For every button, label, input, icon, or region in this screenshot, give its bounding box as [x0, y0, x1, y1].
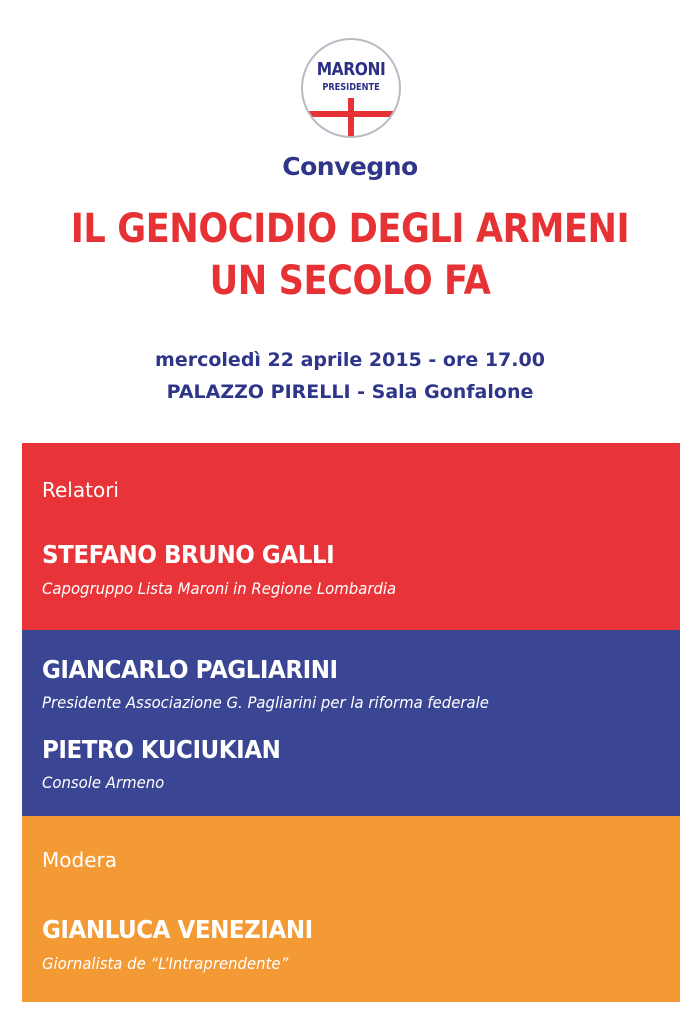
- moderator-label: Modera: [42, 848, 117, 872]
- event-date-time: mercoledì 22 aprile 2015 - ore 17.00: [155, 349, 545, 371]
- speaker-role: Presidente Associazione G. Pagliarini per la riforma federale: [42, 693, 489, 712]
- moderator-band-orange: [22, 816, 680, 1002]
- event-title: [42, 203, 658, 307]
- moderator-name: GIANLUCA VENEZIANI: [42, 915, 313, 944]
- event-title-line-1: IL GENOCIDIO DEGLI ARMENI: [70, 206, 630, 252]
- speakers-band-blue: [22, 630, 680, 816]
- event-venue: PALAZZO PIRELLI - Sala Gonfalone: [166, 381, 534, 403]
- speakers-band-red: [22, 443, 680, 630]
- speaker-name: GIANCARLO PAGLIARINI: [42, 655, 338, 684]
- logo-subtitle: PRESIDENTE: [322, 82, 380, 93]
- event-title-line-2: UN SECOLO FA: [209, 258, 491, 304]
- speaker-role: Capogruppo Lista Maroni in Regione Lombardia: [42, 579, 397, 598]
- event-details: [0, 344, 700, 408]
- speaker-name: PIETRO KUCIUKIAN: [42, 735, 281, 764]
- speaker-role: Console Armeno: [42, 773, 165, 792]
- maroni-presidente-logo: [301, 38, 401, 138]
- logo-name: MARONI: [316, 59, 386, 80]
- speaker-name: STEFANO BRUNO GALLI: [42, 540, 335, 569]
- moderator-role: Giornalista de “L’Intraprendente”: [42, 954, 289, 973]
- speakers-label: Relatori: [42, 478, 119, 502]
- event-type: Convegno: [282, 152, 418, 181]
